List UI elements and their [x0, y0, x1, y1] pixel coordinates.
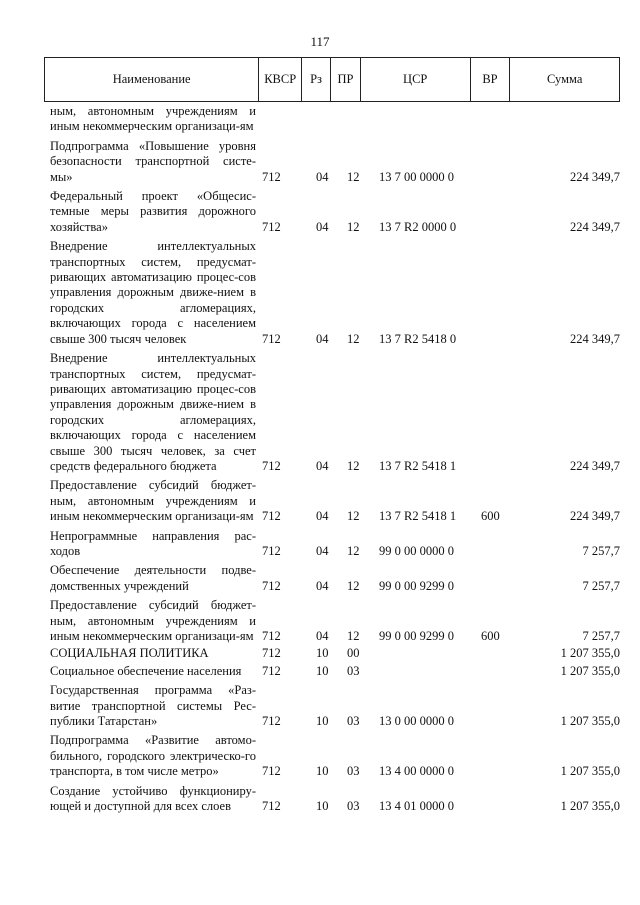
- row-csr: 13 7 R2 0000 0: [379, 219, 457, 234]
- row-name: Внедрение интеллектуальных транспортных систем, предусмат-ривающих автоматизацию процес-сов управления дорожным движе-нием в городских агломерациях, включающих города с населением свыше 300 тысяч человек: [50, 239, 256, 346]
- row-name: Социальное обеспечение населения: [50, 663, 242, 678]
- table-row: [50, 189, 620, 235]
- row-pr: 12: [347, 169, 360, 184]
- row-name: Государственная программа «Раз-витие транспортной системы Рес-публики Татарстан»: [50, 683, 256, 729]
- row-sum: 1 207 355,0: [560, 646, 620, 661]
- table-row: [50, 529, 620, 560]
- table-row: [50, 478, 620, 524]
- row-sum: 1 207 355,0: [560, 764, 620, 779]
- row-vr: 600: [481, 509, 500, 524]
- row-name: Подпрограмма «Развитие автомо-бильного, городского электрическо-го транспорта, в том числе метро»: [50, 733, 256, 779]
- row-rz: 04: [316, 219, 329, 234]
- row-csr: 99 0 00 9299 0: [379, 578, 454, 593]
- table-row: [50, 563, 620, 594]
- row-rz: 04: [316, 578, 329, 593]
- row-kvsr: 712: [262, 799, 281, 814]
- row-name: Обеспечение деятельности подве-домственных учреждений: [50, 563, 256, 593]
- row-csr: 13 7 00 0000 0: [379, 169, 454, 184]
- row-name: Федеральный проект «Общесис-темные меры развития дорожного хозяйства»: [50, 189, 256, 234]
- header-sum: Сумма: [547, 72, 583, 86]
- row-rz: 04: [316, 331, 329, 346]
- row-sum: 1 207 355,0: [560, 799, 620, 814]
- table-row: [50, 104, 620, 135]
- row-pr: 12: [347, 458, 360, 473]
- row-kvsr: 712: [262, 578, 281, 593]
- table-row: [50, 683, 620, 729]
- row-kvsr: 712: [262, 509, 281, 524]
- row-sum: 1 207 355,0: [560, 714, 620, 729]
- row-csr: 13 7 R2 5418 1: [379, 458, 457, 473]
- row-pr: 12: [347, 543, 360, 558]
- row-csr: 99 0 00 9299 0: [379, 629, 454, 643]
- row-name: Внедрение интеллектуальных транспортных систем, предусмат-ривающих автоматизацию процес-сов управления дорожным движе-нием в городских агломерациях, включающих города с населением свыше 300 тысяч человек, за счет средств федерального бюджета: [50, 351, 256, 473]
- row-name: Подпрограмма «Повышение уровня безопасности транспортной систе-мы»: [50, 138, 256, 184]
- row-name: СОЦИАЛЬНАЯ ПОЛИТИКА: [50, 646, 209, 661]
- row-rz: 10: [316, 799, 329, 814]
- row-rz: 10: [316, 663, 329, 678]
- row-kvsr: 712: [262, 543, 281, 558]
- row-rz: 10: [316, 764, 329, 779]
- header-pr: ПР: [331, 58, 361, 101]
- table-row: [50, 733, 620, 779]
- header-kvsr: КВСР: [259, 58, 302, 101]
- row-kvsr: 712: [262, 663, 281, 678]
- row-pr: 12: [347, 578, 360, 593]
- row-csr: 13 4 01 0000 0: [379, 799, 454, 814]
- row-kvsr: 712: [262, 629, 281, 643]
- header-vr: ВР: [471, 58, 511, 101]
- table-row: [50, 239, 620, 347]
- row-kvsr: 712: [262, 764, 281, 779]
- row-pr: 03: [347, 799, 360, 814]
- row-pr: 03: [347, 764, 360, 779]
- row-csr: 13 7 R2 5418 0: [379, 331, 457, 346]
- row-pr: 12: [347, 331, 360, 346]
- row-name: Непрограммные направления рас-ходов: [50, 528, 256, 558]
- table-body: [50, 104, 620, 818]
- table-row: [50, 351, 620, 474]
- header-csr: ЦСР: [361, 58, 471, 101]
- row-kvsr: 712: [262, 331, 281, 346]
- row-pr: 12: [347, 629, 360, 643]
- row-sum: 224 349,7: [570, 509, 620, 524]
- row-kvsr: 712: [262, 169, 281, 184]
- row-sum: 7 257,7: [582, 629, 620, 643]
- row-kvsr: 712: [262, 646, 281, 661]
- row-rz: 04: [316, 543, 329, 558]
- table-row: [50, 598, 620, 644]
- row-sum: 7 257,7: [582, 543, 620, 558]
- row-vr: 600: [481, 629, 500, 643]
- row-name: Создание устойчиво функциониру-ющей и доступной для всех слоев: [50, 783, 256, 814]
- row-rz: 10: [316, 646, 329, 661]
- table-header: [44, 57, 620, 102]
- row-pr: 12: [347, 219, 360, 234]
- row-sum: 1 207 355,0: [560, 663, 620, 678]
- row-sum: 224 349,7: [570, 331, 620, 346]
- row-pr: 03: [347, 714, 360, 729]
- page-number: 117: [310, 34, 330, 49]
- row-rz: 10: [316, 714, 329, 729]
- row-csr: 13 4 00 0000 0: [379, 764, 454, 779]
- row-pr: 03: [347, 663, 360, 678]
- row-name: ным, автономным учреждениям и иным некоммерческим организаци-ям: [50, 104, 256, 134]
- row-pr: 12: [347, 509, 360, 524]
- row-sum: 7 257,7: [582, 578, 620, 593]
- row-sum: 224 349,7: [570, 169, 620, 184]
- row-csr: 13 0 00 0000 0: [379, 714, 454, 729]
- row-rz: 04: [316, 509, 329, 524]
- row-rz: 04: [316, 169, 329, 184]
- table-row: [50, 664, 620, 679]
- header-rz: Рз: [302, 58, 331, 101]
- row-csr: 13 7 R2 5418 1: [379, 509, 457, 524]
- row-csr: 99 0 00 0000 0: [379, 543, 454, 558]
- table-row: [50, 784, 620, 815]
- row-sum: 224 349,7: [570, 219, 620, 234]
- row-sum: 224 349,7: [570, 458, 620, 473]
- row-name: Предоставление субсидий бюджет-ным, автономным учреждениям и иным некоммерческим организаци-ям: [50, 598, 256, 643]
- row-kvsr: 712: [262, 458, 281, 473]
- row-rz: 04: [316, 458, 329, 473]
- header-name: Наименование: [45, 58, 259, 101]
- row-rz: 04: [316, 629, 329, 643]
- row-name: Предоставление субсидий бюджет-ным, автономным учреждениям и иным некоммерческим организаци-ям: [50, 478, 256, 524]
- table-row: [50, 139, 620, 185]
- row-kvsr: 712: [262, 219, 281, 234]
- row-kvsr: 712: [262, 714, 281, 729]
- row-pr: 00: [347, 646, 360, 661]
- table-row: [50, 646, 620, 661]
